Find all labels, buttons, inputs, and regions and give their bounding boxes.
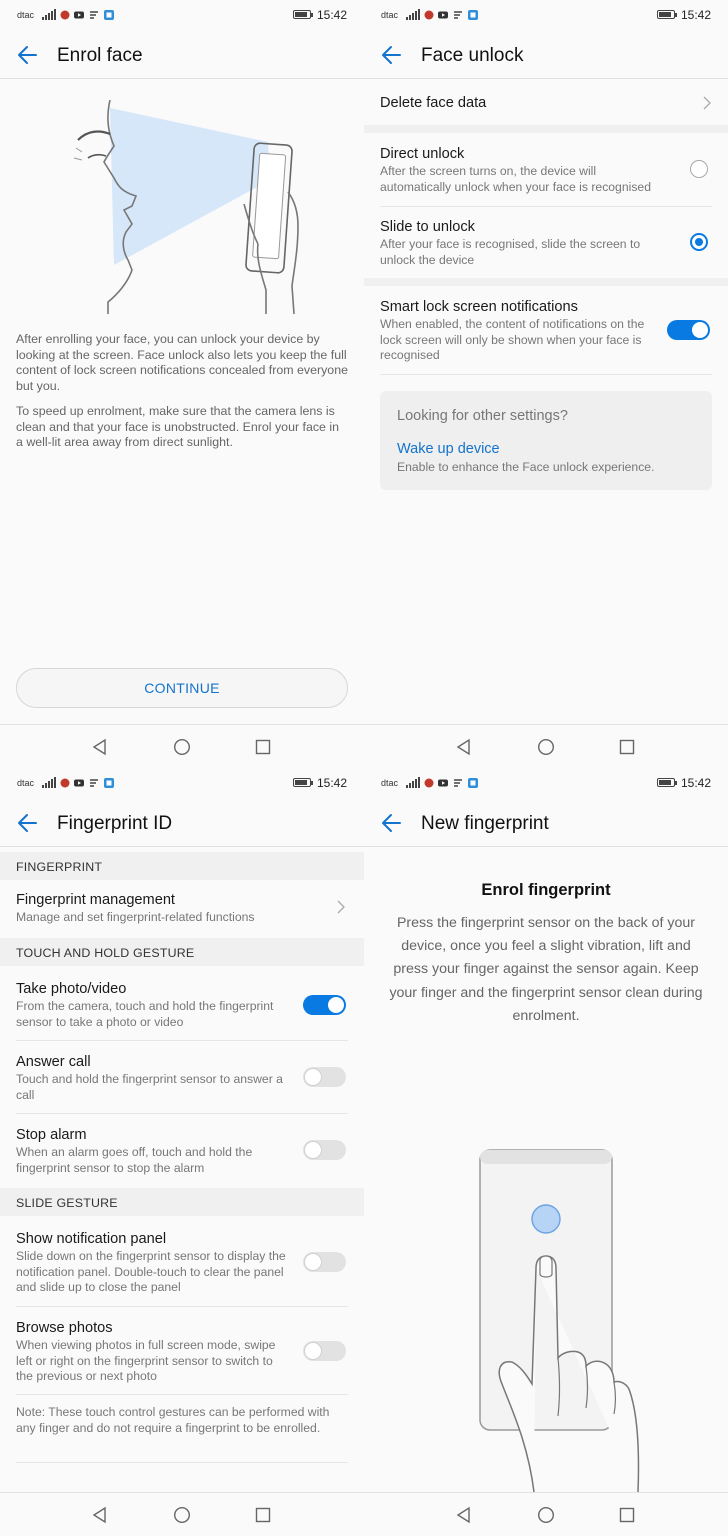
continue-button[interactable]: CONTINUE	[16, 668, 348, 708]
divider	[16, 1113, 348, 1114]
clock: 15:42	[317, 8, 348, 22]
answer-call-description: Touch and hold the fingerprint sensor to answer a call	[16, 1072, 283, 1102]
app-notification-icon	[424, 10, 434, 20]
section-gap	[364, 125, 728, 133]
clock: 15:42	[317, 776, 348, 790]
divider	[16, 1462, 348, 1463]
cast-icon	[89, 778, 99, 788]
new-fingerprint-screen	[364, 768, 728, 1536]
fingerprint-management-title: Fingerprint management	[16, 892, 175, 908]
browse-photos-toggle[interactable]	[303, 1341, 346, 1361]
carrier-label: dtac	[17, 10, 35, 20]
signal-icon	[406, 9, 422, 21]
square-recent-icon[interactable]	[618, 738, 636, 756]
smart-lock-toggle[interactable]	[667, 320, 710, 340]
square-recent-icon[interactable]	[618, 1506, 636, 1524]
divider	[380, 206, 712, 207]
enrol-fingerprint-instructions: Press the fingerprint sensor on the back of your device, once you feel a slight vibration, lift and press your finger against the sensor again. Keep your finger and the fingerprint sensor clean during enrolment.	[389, 915, 703, 1024]
enrol-face-intro: After enrolling your face, you can unlock your device by looking at the screen. Face unlock also lets you keep the full content of lock screen notifications concealed from everyone but you.	[16, 332, 348, 393]
gallery-icon	[468, 778, 478, 788]
status-bar	[0, 0, 364, 32]
signal-icon	[406, 777, 422, 789]
face-unlock-screen	[364, 0, 728, 768]
face-scan-illustration	[48, 100, 318, 315]
triangle-back-icon[interactable]	[91, 738, 109, 756]
divider	[16, 1306, 348, 1307]
take-photo-title: Take photo/video	[16, 981, 127, 997]
notification-panel-title: Show notification panel	[16, 1231, 167, 1247]
notification-panel-item[interactable]	[16, 1230, 288, 1296]
divider	[16, 1040, 348, 1041]
slide-to-unlock-title: Slide to unlock	[380, 219, 475, 235]
signal-icon	[42, 9, 58, 21]
section-header-touch-hold	[0, 938, 364, 966]
section-header-label: TOUCH AND HOLD GESTURE	[16, 946, 195, 960]
status-bar	[364, 0, 728, 32]
browse-photos-title: Browse photos	[16, 1320, 113, 1336]
app-notification-icon	[60, 10, 70, 20]
delete-face-data-item[interactable]	[380, 94, 712, 112]
gallery-icon	[104, 10, 114, 20]
slide-to-unlock-radio[interactable]	[690, 233, 708, 251]
square-recent-icon[interactable]	[254, 1506, 272, 1524]
cast-icon	[453, 778, 463, 788]
browse-photos-description: When viewing photos in full screen mode, swipe left or right on the fingerprint sensor to switch to the previous or next photo	[16, 1338, 276, 1383]
circle-home-icon[interactable]	[173, 738, 191, 756]
navigation-bar	[364, 724, 728, 768]
stop-alarm-title: Stop alarm	[16, 1127, 87, 1143]
arrow-left-icon[interactable]	[380, 44, 404, 66]
page-title: Face unlock	[421, 45, 524, 66]
clock: 15:42	[681, 776, 712, 790]
page-title: New fingerprint	[421, 813, 549, 834]
answer-call-title: Answer call	[16, 1054, 91, 1070]
battery-icon	[657, 10, 675, 19]
arrow-left-icon[interactable]	[16, 44, 40, 66]
other-settings-card	[380, 391, 712, 490]
smart-lock-notifications-item[interactable]	[380, 298, 660, 364]
enrol-fingerprint-heading: Enrol fingerprint	[481, 881, 611, 899]
signal-icon	[42, 777, 58, 789]
chevron-right-icon	[336, 900, 346, 914]
delete-face-data-label: Delete face data	[380, 95, 487, 111]
battery-icon	[293, 10, 311, 19]
slide-to-unlock-description: After your face is recognised, slide the screen to unlock the device	[380, 237, 641, 267]
smart-lock-description: When enabled, the content of notifications on the lock screen will only be shown when your face is recognised	[380, 317, 645, 362]
direct-unlock-option[interactable]	[380, 145, 670, 195]
gesture-note: Note: These touch control gestures can be performed with any finger and do not require a fingerprint to be enrolled.	[16, 1405, 330, 1435]
other-settings-question: Looking for other settings?	[397, 408, 568, 424]
navigation-bar	[364, 1492, 728, 1536]
cast-icon	[89, 10, 99, 20]
answer-call-item[interactable]	[16, 1053, 286, 1103]
section-header-fingerprint	[0, 852, 364, 880]
fingerprint-id-screen	[0, 768, 364, 1536]
take-photo-item[interactable]	[16, 980, 286, 1030]
take-photo-toggle[interactable]	[303, 995, 346, 1015]
clock: 15:42	[681, 8, 712, 22]
stop-alarm-toggle[interactable]	[303, 1140, 346, 1160]
carrier-label: dtac	[381, 10, 399, 20]
stop-alarm-item[interactable]	[16, 1126, 286, 1176]
triangle-back-icon[interactable]	[455, 1506, 473, 1524]
section-header-slide	[0, 1188, 364, 1216]
youtube-icon	[74, 778, 84, 788]
app-notification-icon	[424, 778, 434, 788]
navigation-bar	[0, 1492, 364, 1536]
page-title: Fingerprint ID	[57, 813, 173, 834]
navigation-bar	[0, 724, 364, 768]
section-header-label: SLIDE GESTURE	[16, 1196, 118, 1210]
carrier-label: dtac	[17, 778, 35, 788]
smart-lock-title: Smart lock screen notifications	[380, 299, 578, 315]
divider	[380, 374, 712, 375]
circle-home-icon[interactable]	[537, 738, 555, 756]
app-notification-icon	[60, 778, 70, 788]
direct-unlock-description: After the screen turns on, the device will automatically unlock when your face is recognised	[380, 164, 651, 194]
direct-unlock-title: Direct unlock	[380, 146, 465, 162]
arrow-left-icon[interactable]	[16, 812, 40, 834]
arrow-left-icon[interactable]	[380, 812, 404, 834]
status-bar	[0, 768, 364, 800]
fingerprint-sensor-illustration	[474, 1148, 654, 1492]
app-bar	[364, 800, 728, 847]
fingerprint-management-description: Manage and set fingerprint-related functions	[16, 910, 255, 924]
notification-panel-toggle[interactable]	[303, 1252, 346, 1272]
divider	[16, 1394, 348, 1395]
section-gap	[364, 278, 728, 286]
wake-up-device-link[interactable]: Wake up device	[397, 441, 500, 457]
youtube-icon	[438, 10, 448, 20]
gallery-icon	[468, 10, 478, 20]
fingerprint-management-item[interactable]	[16, 891, 316, 926]
gallery-icon	[104, 778, 114, 788]
battery-icon	[293, 778, 311, 787]
direct-unlock-radio[interactable]	[690, 160, 708, 178]
answer-call-toggle[interactable]	[303, 1067, 346, 1087]
youtube-icon	[438, 778, 448, 788]
wake-up-device-description: Enable to enhance the Face unlock experience.	[397, 460, 655, 474]
chevron-right-icon	[702, 96, 712, 110]
status-bar	[364, 768, 728, 800]
enrol-face-tips: To speed up enrolment, make sure that the camera lens is clean and that your face is unobstructed. Enrol your face in a well-lit area away from direct sunlight.	[16, 404, 340, 449]
browse-photos-item[interactable]	[16, 1319, 288, 1385]
enrol-face-screen	[0, 0, 364, 768]
page-title: Enrol face	[57, 45, 143, 66]
stop-alarm-description: When an alarm goes off, touch and hold the fingerprint sensor to stop the alarm	[16, 1145, 253, 1175]
app-bar	[0, 32, 364, 79]
cast-icon	[453, 10, 463, 20]
square-recent-icon[interactable]	[254, 738, 272, 756]
triangle-back-icon[interactable]	[91, 1506, 109, 1524]
app-bar	[0, 800, 364, 847]
take-photo-description: From the camera, touch and hold the fingerprint sensor to take a photo or video	[16, 999, 274, 1029]
section-header-label: FINGERPRINT	[16, 860, 103, 874]
slide-to-unlock-option[interactable]	[380, 218, 670, 268]
triangle-back-icon[interactable]	[455, 738, 473, 756]
notification-panel-description: Slide down on the fingerprint sensor to display the notification panel. Double-touch to clear the panel and slide up to close the panel	[16, 1249, 286, 1294]
youtube-icon	[74, 10, 84, 20]
app-bar	[364, 32, 728, 79]
circle-home-icon[interactable]	[173, 1506, 191, 1524]
carrier-label: dtac	[381, 778, 399, 788]
circle-home-icon[interactable]	[537, 1506, 555, 1524]
battery-icon	[657, 778, 675, 787]
